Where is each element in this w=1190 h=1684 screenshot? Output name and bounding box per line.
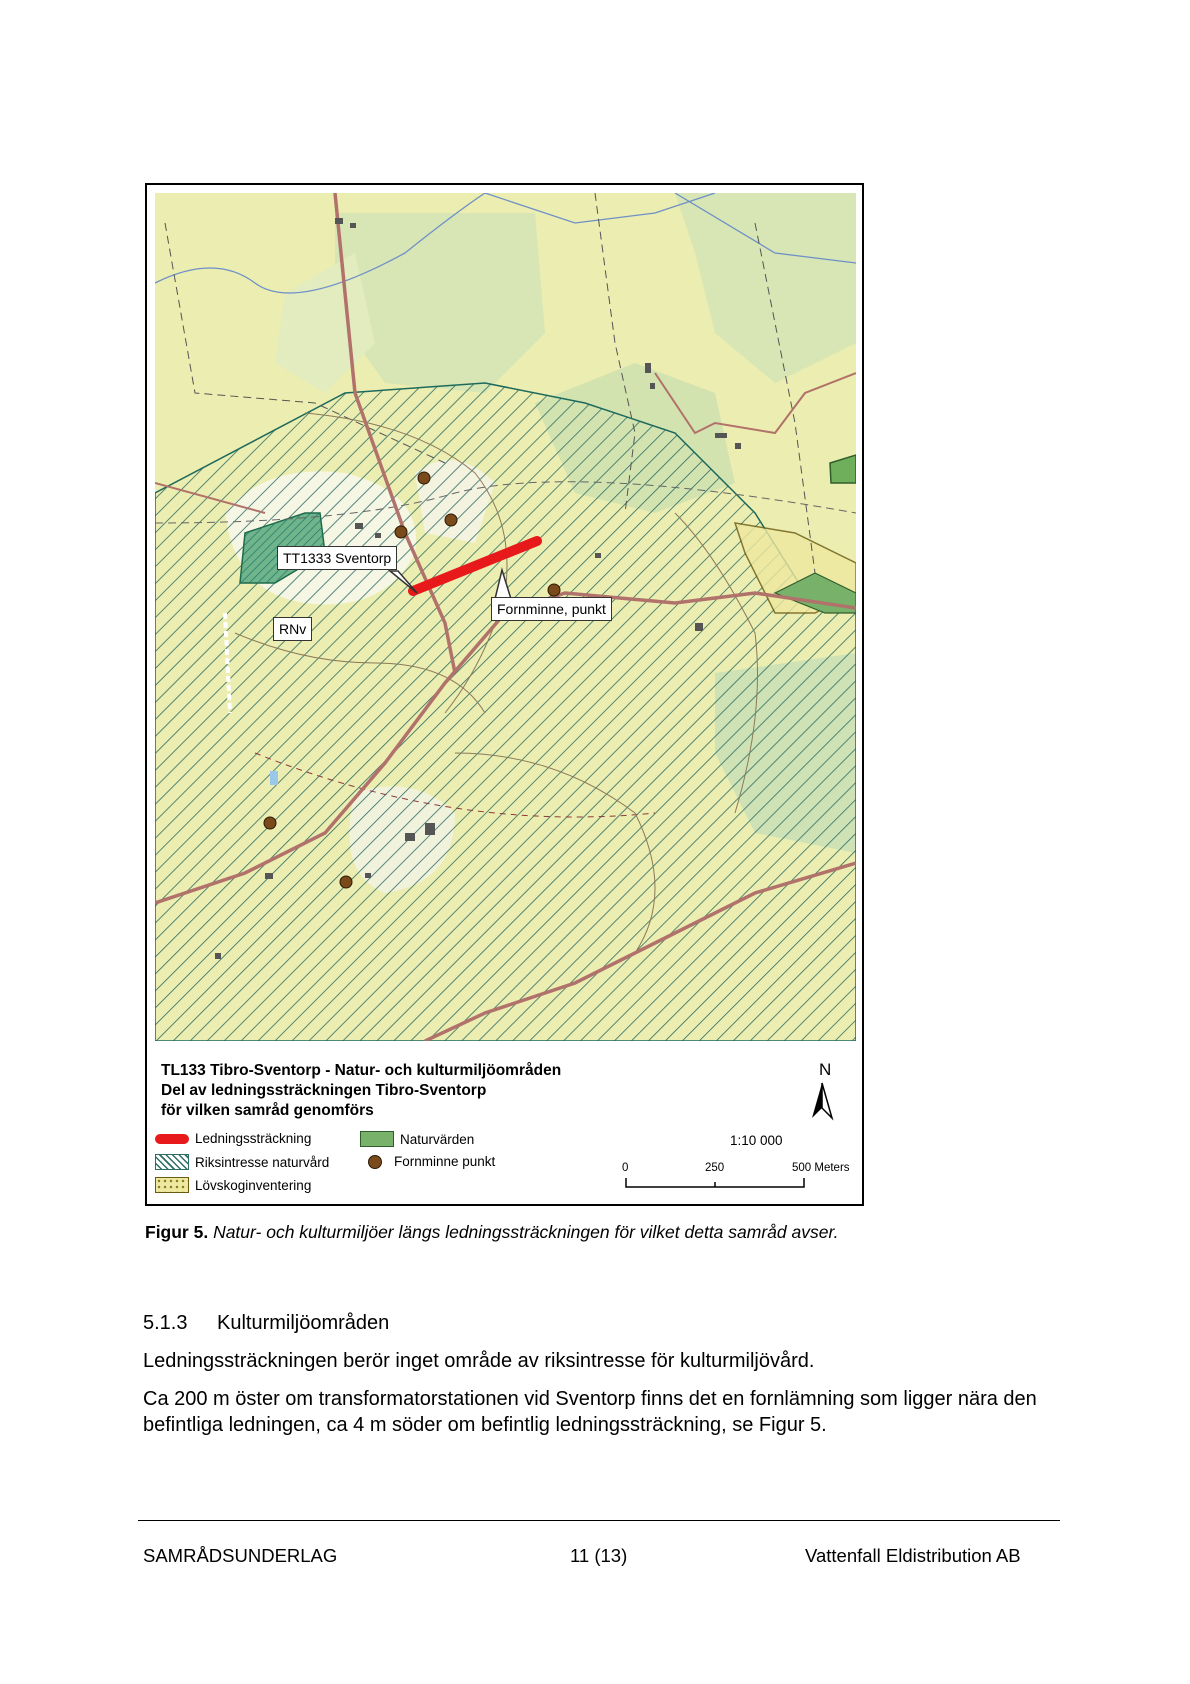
legend-title-line: TL133 Tibro-Sventorp - Natur- och kulturmiljöområden: [161, 1062, 562, 1079]
figure-caption: [145, 1222, 839, 1243]
callout-station: TT1333 Sventorp: [277, 546, 397, 570]
section-number: 5.1.3: [143, 1312, 188, 1334]
paragraph: Ledningssträckningen berör inget område av riksintresse för kulturmiljövård.: [143, 1350, 815, 1372]
caption-text: Natur- och kulturmiljöer längs ledningssträckningen för vilket detta samråd avser.: [208, 1222, 839, 1242]
north-label: N: [819, 1060, 832, 1079]
caption-label: Figur 5.: [145, 1222, 209, 1242]
legend-item-line: [155, 1131, 311, 1146]
footer-rule: [138, 1520, 1060, 1521]
legend-label: Riksintresse naturvård: [195, 1154, 330, 1170]
footer-page-number: 11 (13): [570, 1545, 628, 1566]
scale-label: 250: [705, 1162, 725, 1174]
legend-item-fornminne: [360, 1154, 495, 1169]
pond: [270, 771, 278, 785]
footer-right: Vattenfall Eldistribution AB: [805, 1545, 1021, 1566]
section-heading: [143, 1312, 389, 1335]
legend-item-lovskog: [155, 1177, 311, 1193]
legend-title: [161, 1061, 561, 1121]
legend-label: Lövskoginventering: [195, 1177, 312, 1193]
line-swatch: [155, 1134, 189, 1144]
legend-title-line: Del av ledningssträckningen Tibro-Sventorp: [161, 1082, 487, 1099]
scale-ratio: 1:10 000: [730, 1133, 783, 1148]
legend-label: Naturvärden: [400, 1131, 475, 1147]
scale-label: 0: [622, 1162, 629, 1174]
legend-title-line: för vilken samråd genomförs: [161, 1102, 374, 1119]
hatch-swatch: [155, 1154, 189, 1170]
footer-left: SAMRÅDSUNDERLAG: [143, 1545, 338, 1566]
section-title: Kulturmiljöområden: [217, 1312, 390, 1334]
scale-label: 500 Meters: [792, 1162, 850, 1174]
figure-map-frame: [145, 183, 864, 1206]
scale-bar: [625, 1178, 805, 1190]
paragraph: Ca 200 m öster om transformatorstationen vid Sventorp finns det en fornlämning som ligger nära den befintliga ledningen, ca 4 m söder om befintlig ledningssträckning, se Figur 5.: [143, 1388, 1037, 1436]
map-image: [155, 193, 856, 1041]
legend-item-riksintresse: [155, 1154, 329, 1170]
legend-label: Fornminne punkt: [394, 1154, 496, 1169]
fornminne-swatch: [368, 1155, 382, 1169]
legend-item-naturvarden: [360, 1131, 474, 1147]
callout-rnv: RNv: [273, 617, 312, 641]
north-arrow-icon: [802, 1058, 842, 1128]
lovskog-swatch: [155, 1177, 189, 1193]
legend-label: Ledningssträckning: [195, 1131, 312, 1146]
naturvarden-swatch: [360, 1131, 394, 1147]
callout-fornminne: Fornminne, punkt: [491, 597, 612, 621]
